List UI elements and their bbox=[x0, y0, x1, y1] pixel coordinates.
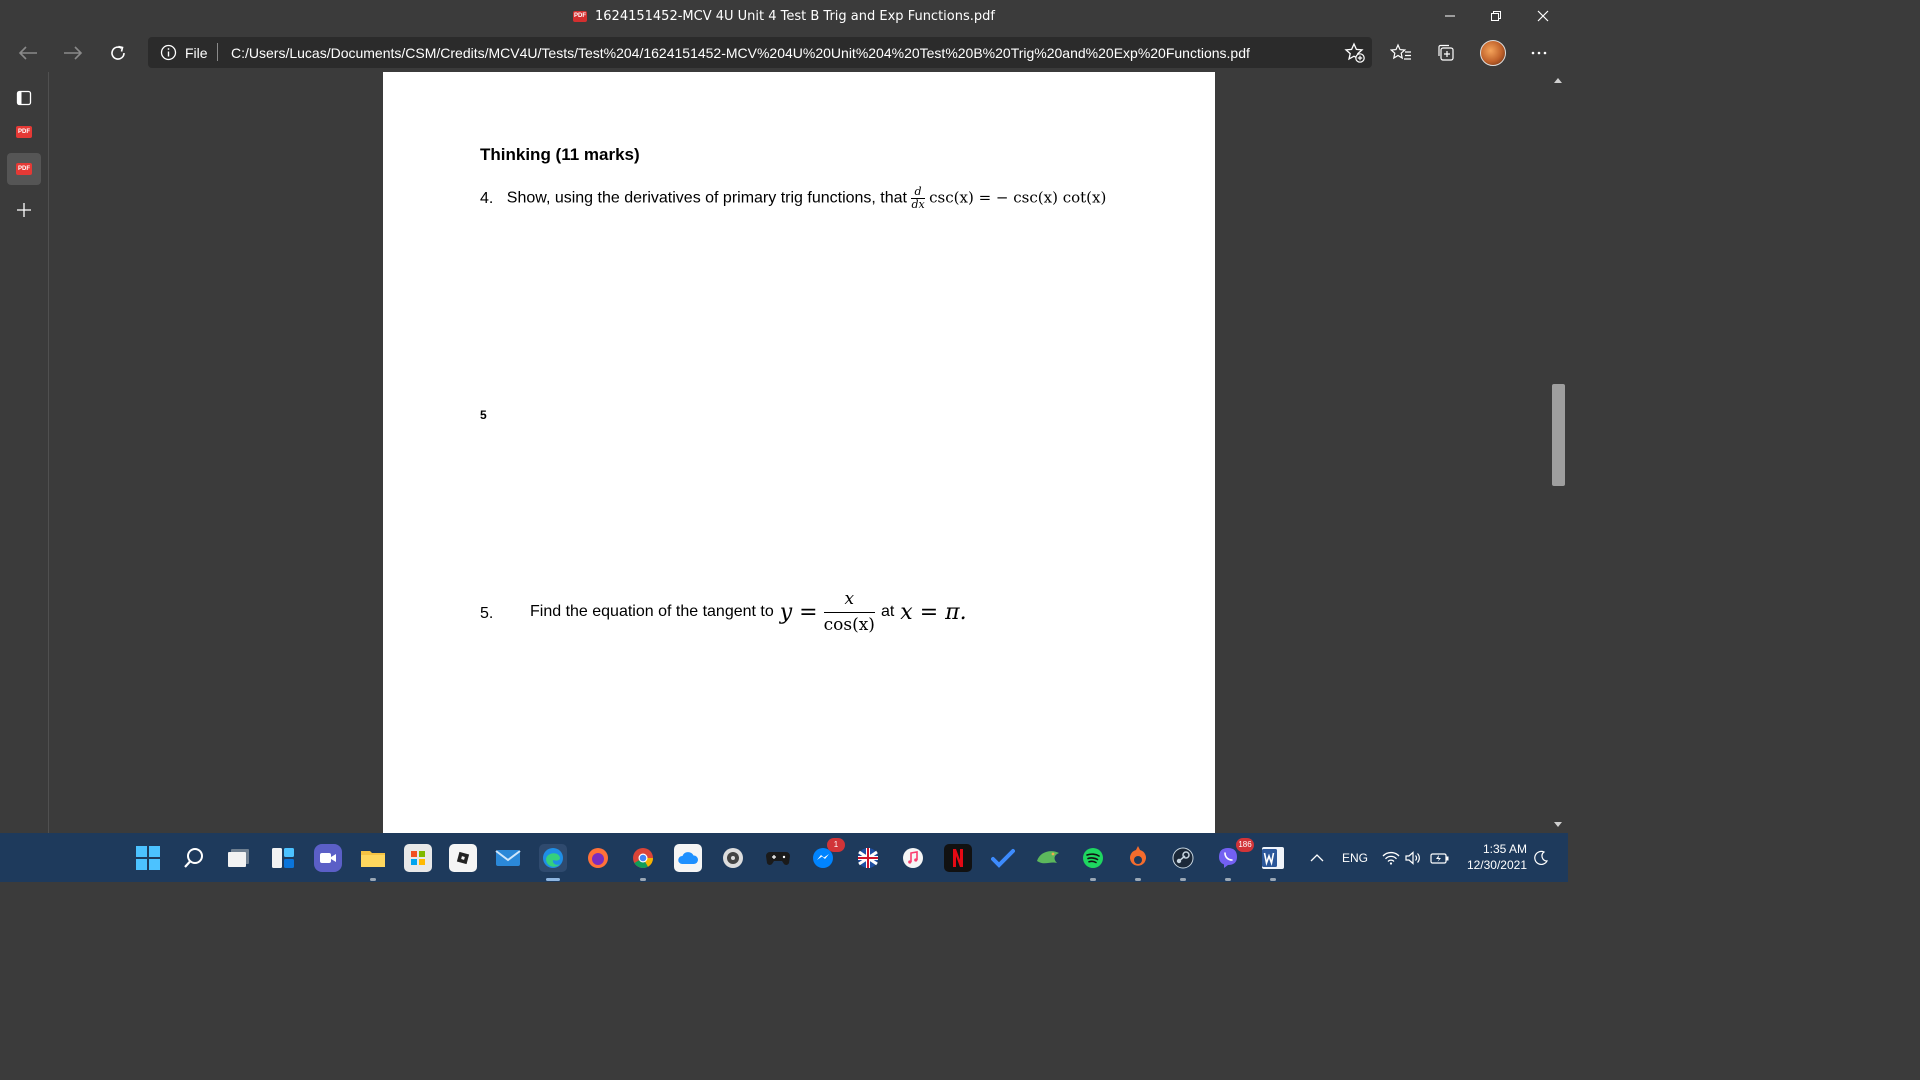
store-icon bbox=[409, 849, 427, 867]
language-app-button[interactable] bbox=[854, 844, 882, 872]
show-hidden-icons-button[interactable] bbox=[1305, 844, 1329, 872]
running-indicator bbox=[640, 878, 646, 881]
collections-icon bbox=[1436, 43, 1456, 63]
question-5-text: Find the equation of the tangent to bbox=[530, 603, 774, 620]
steam-button[interactable] bbox=[1169, 844, 1197, 872]
edge-button[interactable] bbox=[539, 844, 567, 872]
widgets-icon bbox=[271, 847, 295, 869]
plus-icon bbox=[16, 202, 32, 218]
running-indicator bbox=[1225, 878, 1231, 881]
windows-logo-icon bbox=[135, 845, 161, 871]
scheme-label: File bbox=[185, 45, 208, 61]
search-icon bbox=[182, 846, 206, 870]
speaker-icon bbox=[1405, 851, 1423, 865]
refresh-button[interactable] bbox=[101, 36, 135, 70]
running-indicator bbox=[370, 878, 376, 881]
tab-pdf-active[interactable] bbox=[7, 153, 41, 185]
chrome-icon bbox=[631, 846, 655, 870]
profile-avatar[interactable] bbox=[1480, 40, 1506, 66]
netflix-button[interactable] bbox=[944, 844, 972, 872]
active-app-indicator bbox=[546, 878, 560, 881]
firefox-button[interactable] bbox=[584, 844, 612, 872]
derivative-numerator: d bbox=[911, 186, 924, 199]
xbox-game-bar-button[interactable] bbox=[764, 844, 792, 872]
roblox-button[interactable] bbox=[449, 844, 477, 872]
volume-button[interactable] bbox=[1403, 844, 1425, 872]
viber-unread-badge: 186 bbox=[1236, 838, 1254, 852]
music-note-icon bbox=[901, 846, 925, 870]
derivative-operator bbox=[911, 186, 924, 211]
windows-taskbar bbox=[0, 833, 1568, 882]
tab-actions-icon bbox=[16, 90, 32, 106]
steam-icon bbox=[1171, 846, 1195, 870]
cloud-icon bbox=[677, 850, 699, 866]
question-5-x-equals: x = π. bbox=[900, 599, 967, 625]
restore-button[interactable] bbox=[1473, 0, 1519, 32]
url-text[interactable]: C:/Users/Lucas/Documents/CSM/Credits/MCV4U/Tests/Test%204/1624151452-MCV%204U%20Unit%204%20Test%20B%20Trig%20and%20Exp%20Functions.pdf bbox=[231, 45, 1250, 61]
info-icon[interactable] bbox=[160, 44, 177, 61]
teams-chat-button[interactable] bbox=[314, 844, 342, 872]
netflix-icon bbox=[951, 848, 965, 868]
onedrive-button[interactable] bbox=[674, 844, 702, 872]
window-title: 1624151452-MCV 4U Unit 4 Test B Trig and Exp Functions.pdf bbox=[595, 9, 995, 24]
window-title-container bbox=[0, 9, 1568, 24]
tab-pdf-1[interactable] bbox=[7, 116, 41, 148]
moon-icon bbox=[1533, 850, 1549, 866]
chrome-button[interactable] bbox=[629, 844, 657, 872]
pdf-tab-icon: PDF bbox=[16, 163, 32, 175]
clock-time[interactable]: 1:35 AM bbox=[1482, 842, 1527, 856]
word-button[interactable] bbox=[1259, 844, 1287, 872]
add-favorite-icon[interactable] bbox=[1344, 42, 1366, 64]
folder-icon bbox=[360, 847, 386, 869]
minimize-icon bbox=[1444, 10, 1456, 22]
microsoft-store-button[interactable] bbox=[404, 844, 432, 872]
arrow-left-icon bbox=[18, 45, 38, 61]
origin-icon bbox=[1126, 845, 1150, 871]
question-4 bbox=[480, 186, 1106, 211]
media-player-button[interactable] bbox=[719, 844, 747, 872]
collections-button[interactable] bbox=[1432, 40, 1460, 66]
firefox-icon bbox=[586, 846, 610, 870]
pdf-page bbox=[383, 72, 1215, 833]
question-5-number: 5. bbox=[480, 605, 494, 622]
dragon-icon bbox=[1035, 847, 1061, 869]
viber-icon bbox=[1216, 846, 1240, 870]
section-heading: Thinking (11 marks) bbox=[480, 145, 640, 164]
file-explorer-button[interactable] bbox=[359, 844, 387, 872]
edge-icon bbox=[541, 846, 565, 870]
input-language[interactable]: ENG bbox=[1342, 851, 1369, 865]
fraction-numerator: x bbox=[824, 589, 875, 613]
running-indicator bbox=[1090, 878, 1096, 881]
question-5 bbox=[530, 589, 967, 635]
spotify-button[interactable] bbox=[1079, 844, 1107, 872]
restore-icon bbox=[1490, 10, 1502, 22]
dragon-app-button[interactable] bbox=[1034, 844, 1062, 872]
running-indicator bbox=[1270, 878, 1276, 881]
task-view-icon bbox=[227, 847, 251, 869]
pdf-tab-icon: PDF bbox=[16, 126, 32, 138]
question-4-text: Show, using the derivatives of primary trig functions, that bbox=[506, 189, 907, 207]
arrow-right-icon bbox=[63, 45, 83, 61]
messenger-unread-badge: 1 bbox=[827, 838, 845, 852]
clock-date[interactable]: 12/30/2021 bbox=[1466, 858, 1527, 872]
settings-menu-button[interactable] bbox=[1525, 40, 1553, 66]
network-button[interactable] bbox=[1380, 844, 1402, 872]
vertical-tab-strip bbox=[0, 72, 49, 833]
question-5-y-equals: y = bbox=[779, 599, 818, 625]
search-button[interactable] bbox=[180, 844, 208, 872]
tab-actions-button[interactable] bbox=[7, 82, 41, 114]
battery-button[interactable] bbox=[1428, 844, 1452, 872]
vertical-scrollbar[interactable] bbox=[1549, 72, 1568, 833]
title-bar bbox=[0, 0, 1568, 34]
battery-charging-icon bbox=[1430, 851, 1450, 865]
chevron-up-icon bbox=[1310, 853, 1324, 863]
scroll-up-arrow-icon[interactable] bbox=[1554, 78, 1562, 83]
fraction-denominator: cos(x) bbox=[823, 615, 875, 635]
itunes-button[interactable] bbox=[899, 844, 927, 872]
address-bar[interactable] bbox=[148, 37, 1372, 68]
derivative-denominator: dx bbox=[911, 198, 925, 211]
wifi-icon bbox=[1382, 851, 1400, 865]
favorites-icon bbox=[1390, 43, 1412, 63]
question-5-at: at bbox=[880, 603, 895, 620]
origin-button[interactable] bbox=[1124, 844, 1152, 872]
video-camera-icon bbox=[319, 851, 337, 865]
mail-icon bbox=[495, 848, 521, 868]
disc-icon bbox=[721, 846, 745, 870]
running-indicator bbox=[1180, 878, 1186, 881]
more-dots-icon bbox=[1531, 50, 1547, 56]
messenger-button[interactable] bbox=[809, 840, 839, 872]
gamepad-icon bbox=[765, 849, 791, 867]
back-button[interactable] bbox=[11, 36, 45, 70]
question-4-number: 4. bbox=[480, 189, 494, 207]
favorites-button[interactable] bbox=[1387, 40, 1415, 66]
flag-icon bbox=[856, 846, 880, 870]
roblox-icon bbox=[455, 850, 471, 866]
spotify-icon bbox=[1081, 846, 1105, 870]
stray-mark: 5 bbox=[480, 408, 487, 422]
todo-button[interactable] bbox=[989, 844, 1017, 872]
focus-assist-button[interactable] bbox=[1530, 844, 1552, 872]
scrollbar-thumb[interactable] bbox=[1552, 384, 1565, 486]
word-icon bbox=[1261, 846, 1285, 870]
minimize-button[interactable] bbox=[1427, 0, 1473, 32]
address-separator bbox=[217, 43, 218, 61]
refresh-icon bbox=[108, 43, 128, 63]
pdf-file-icon: PDF bbox=[573, 11, 587, 22]
task-view-button[interactable] bbox=[225, 844, 253, 872]
scroll-down-arrow-icon[interactable] bbox=[1554, 822, 1562, 827]
question-5-fraction bbox=[824, 589, 875, 635]
pdf-viewer[interactable] bbox=[49, 72, 1549, 833]
close-window-button[interactable] bbox=[1520, 0, 1566, 32]
new-tab-button[interactable] bbox=[7, 194, 41, 226]
mail-button[interactable] bbox=[494, 844, 522, 872]
checkmark-icon bbox=[991, 848, 1015, 868]
question-4-expression: csc(x) = − csc(x) cot(x) bbox=[929, 188, 1107, 207]
start-button[interactable] bbox=[134, 844, 162, 872]
close-icon bbox=[1537, 10, 1549, 22]
running-indicator bbox=[1135, 878, 1141, 881]
browser-toolbar bbox=[0, 34, 1568, 72]
viber-button[interactable] bbox=[1214, 840, 1252, 872]
widgets-button[interactable] bbox=[269, 844, 297, 872]
forward-button[interactable] bbox=[56, 36, 90, 70]
